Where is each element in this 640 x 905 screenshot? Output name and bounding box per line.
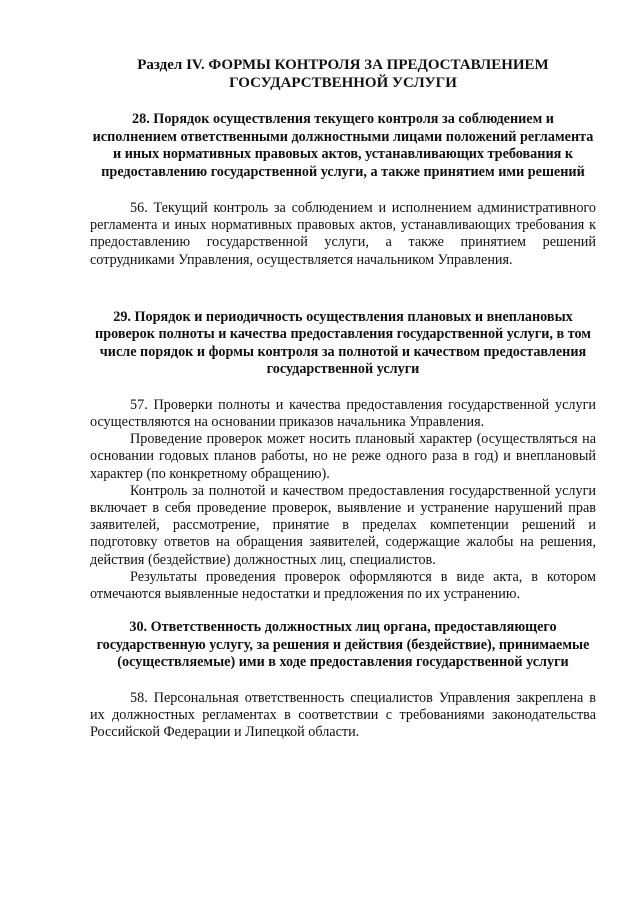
paragraph-56: 56. Текущий контроль за соблюдением и исполнением административного регламента и иных нормативных правовых актов, устанавливающих требования к предоставлению государственной услуги, а также принятием решений сотрудниками Управления, осуществляется начальником Управления. (90, 200, 596, 268)
paragraph-57-control-scope: Контроль за полнотой и качеством предоставления государственной услуги включает в себя проведение проверок, выявление и устранение нарушений прав заявителей, рассмотрение, принятие в пределах компетенции решений и подготовку ответов на обращения заявителей, содержащие жалобы на решения, действия (бездействие) должностных лиц, специалистов. (90, 482, 596, 568)
section-title: Раздел IV. ФОРМЫ КОНТРОЛЯ ЗА ПРЕДОСТАВЛЕНИЕМ ГОСУДАРСТВЕННОЙ УСЛУГИ (137, 57, 549, 91)
paragraph-57: 57. Проверки полноты и качества предоставления государственной услуги осуществляются на основании приказов начальника Управления. (90, 396, 596, 431)
subsection-heading-28: 28. Порядок осуществления текущего контроля за соблюдением и исполнением ответственными должностными лицами положений регламента и иных нормативных правовых актов, устанавливающих требования к предоставлению государственной услуги, а также принятием ими решений (92, 111, 594, 180)
subsection-heading-29: 29. Порядок и периодичность осуществления плановых и внеплановых проверок полноты и качества предоставления государственной услуги, в том числе порядок и формы контроля за полнотой и качеством предоставления государственной услуги (95, 308, 591, 378)
paragraph-57-results: Результаты проведения проверок оформляются в виде акта, в котором отмечаются выявленные недостатки и предложения по их устранению. (90, 568, 596, 603)
paragraph-57-inspections-type: Проведение проверок может носить плановый характер (осуществляться на основании годовых планов работы, но не реже одного раза в год) и внеплановый характер (по конкретному обращению). (90, 431, 596, 482)
subsection-heading-30: 30. Ответственность должностных лиц органа, предоставляющего государственную услугу, за решения и действия (бездействие), принимаемые (осуществляемые) ими в ходе предоставления государственной услуги (96, 619, 590, 671)
paragraph-58: 58. Персональная ответственность специалистов Управления закреплена в их должностных регламентах в соответствии с требованиями законодательства Российской Федерации и Липецкой области. (90, 689, 596, 741)
